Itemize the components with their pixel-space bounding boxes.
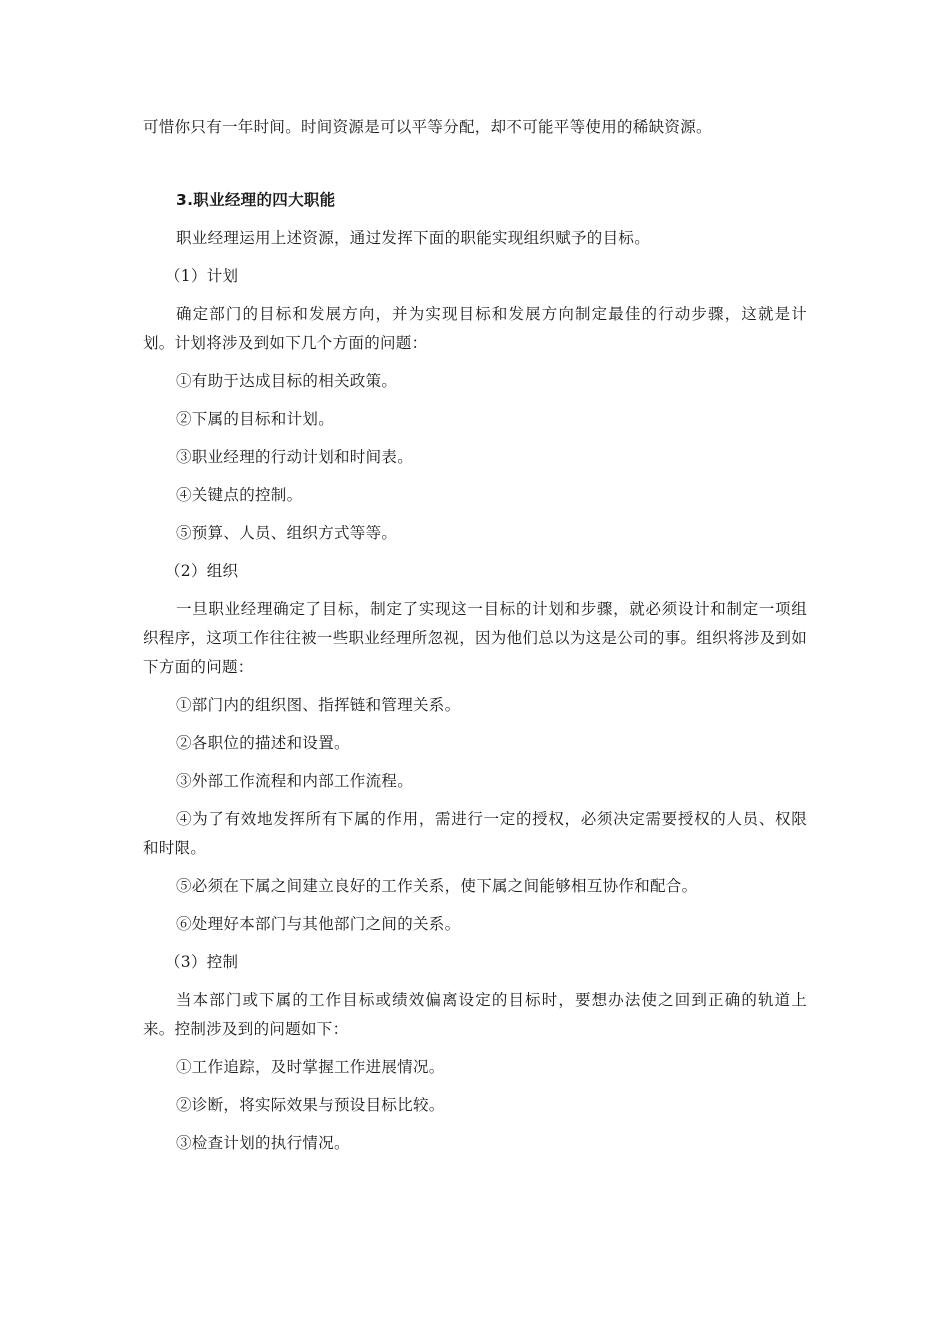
list-item: ①工作追踪，及时掌握工作进展情况。	[176, 1058, 445, 1076]
list-item: ⑥处理好本部门与其他部门之间的关系。	[176, 915, 461, 933]
paragraph-control: 当本部门或下属的工作目标或绩效偏离设定的目标时，要想办法使之回到正确的轨道上来。控制涉及到的问题如下：	[143, 991, 807, 1038]
subheading-organize: （2）组织	[165, 562, 239, 580]
list-item: ③检查计划的执行情况。	[176, 1134, 350, 1152]
list-item: ②各职位的描述和设置。	[176, 734, 350, 752]
subheading-plan: （1）计划	[165, 267, 239, 285]
paragraph-intro: 职业经理运用上述资源，通过发挥下面的职能实现组织赋予的目标。	[176, 229, 651, 247]
list-item: ③外部工作流程和内部工作流程。	[176, 772, 414, 790]
list-item: ④为了有效地发挥所有下属的作用，需进行一定的授权，必须决定需要授权的人员、权限和时限。	[143, 810, 807, 857]
list-item: ③职业经理的行动计划和时间表。	[176, 448, 414, 466]
section-heading: 3.职业经理的四大职能	[176, 191, 336, 209]
list-item: ①有助于达成目标的相关政策。	[176, 372, 398, 390]
list-item: ⑤预算、人员、组织方式等等。	[176, 524, 398, 542]
list-item: ⑤必须在下属之间建立良好的工作关系，使下属之间能够相互协作和配合。	[176, 877, 698, 895]
paragraph-continuation: 可惜你只有一年时间。时间资源是可以平等分配，却不可能平等使用的稀缺资源。	[143, 118, 712, 136]
list-item: ④关键点的控制。	[176, 486, 303, 504]
subheading-control: （3）控制	[165, 953, 239, 971]
paragraph-organize: 一旦职业经理确定了目标，制定了实现这一目标的计划和步骤，就必须设计和制定一项组织程序，这项工作往往被一些职业经理所忽视，因为他们总以为这是公司的事。组织将涉及到如下方面的问题：	[143, 600, 807, 676]
document-body	[143, 113, 807, 1167]
paragraph-plan: 确定部门的目标和发展方向，并为实现目标和发展方向制定最佳的行动步骤，这就是计划。计划将涉及到如下几个方面的问题：	[143, 305, 807, 352]
list-item: ②诊断，将实际效果与预设目标比较。	[176, 1096, 445, 1114]
list-item: ②下属的目标和计划。	[176, 410, 335, 428]
list-item: ①部门内的组织图、指挥链和管理关系。	[176, 696, 461, 714]
